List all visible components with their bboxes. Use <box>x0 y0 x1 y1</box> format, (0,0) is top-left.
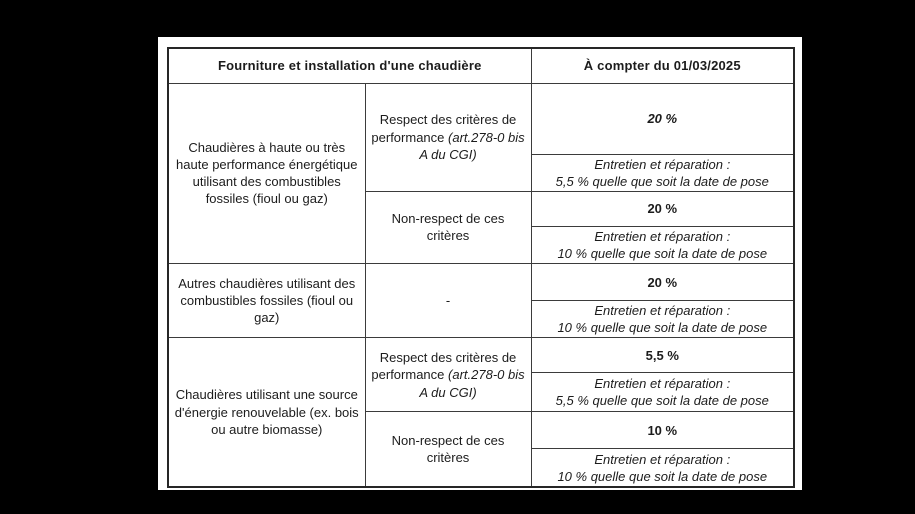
criteria-cell-respect-2 <box>365 338 531 412</box>
maintenance-cell-1 <box>531 154 794 191</box>
maintenance-label: Entretien et réparation : <box>594 156 731 172</box>
table-header-row <box>168 48 794 83</box>
maintenance-cell-4 <box>531 373 794 412</box>
rate-cell-5: 10 % <box>531 412 794 449</box>
header-supply-installation: Fourniture et installation d'une chaudière <box>168 48 531 83</box>
category-cell-renewable: Chaudières utilisant une source d'énergie renouvelable (ex. bois ou autre biomasse) <box>168 338 365 487</box>
maintenance-detail: 5,5 % quelle que soit la date de pose <box>555 393 769 409</box>
criteria-label: Respect des critères de performance <box>371 112 517 145</box>
maintenance-label: Entretien et réparation : <box>594 228 731 244</box>
rate-cell-4: 5,5 % <box>531 338 794 373</box>
maintenance-detail: 10 % quelle que soit la date de pose <box>557 320 768 336</box>
table-row <box>168 83 794 154</box>
maintenance-detail: 10 % quelle que soit la date de pose <box>557 245 768 261</box>
maintenance-cell-3 <box>531 301 794 338</box>
rate-cell-3: 20 % <box>531 264 794 301</box>
criteria-cell-nonrespect-1 <box>365 191 531 263</box>
rate-cell-2: 20 % <box>531 191 794 226</box>
table-panel <box>158 37 802 490</box>
criteria-label: Respect des critères de performance <box>371 350 517 383</box>
criteria-label: Non-respect de ces critères <box>391 211 505 244</box>
rate-cell-1: 20 % <box>531 83 794 154</box>
criteria-note: (art.278-0 bis A du CGI) <box>419 367 525 400</box>
table-row <box>168 264 794 301</box>
criteria-cell-nonrespect-2 <box>365 412 531 487</box>
header-effective-date: À compter du 01/03/2025 <box>531 48 794 83</box>
vat-rates-table <box>167 47 795 488</box>
maintenance-cell-5 <box>531 449 794 487</box>
category-cell-other-fossil: Autres chaudières utilisant des combustibles fossiles (fioul ou gaz) <box>168 264 365 338</box>
category-cell-fossil-high-performance: Chaudières à haute ou très haute performance énergétique utilisant des combustibles fossiles (fioul ou gaz) <box>168 83 365 264</box>
table-row <box>168 338 794 373</box>
maintenance-label: Entretien et réparation : <box>594 376 731 392</box>
criteria-note: (art.278-0 bis A du CGI) <box>419 129 525 162</box>
maintenance-cell-2 <box>531 226 794 263</box>
criteria-label: Non-respect de ces critères <box>391 433 505 466</box>
criteria-cell-dash: - <box>365 264 531 338</box>
maintenance-detail: 10 % quelle que soit la date de pose <box>557 468 768 484</box>
maintenance-detail: 5,5 % quelle que soit la date de pose <box>555 173 769 189</box>
maintenance-label: Entretien et réparation : <box>594 303 731 319</box>
maintenance-label: Entretien et réparation : <box>594 451 731 467</box>
criteria-cell-respect-1 <box>365 83 531 191</box>
